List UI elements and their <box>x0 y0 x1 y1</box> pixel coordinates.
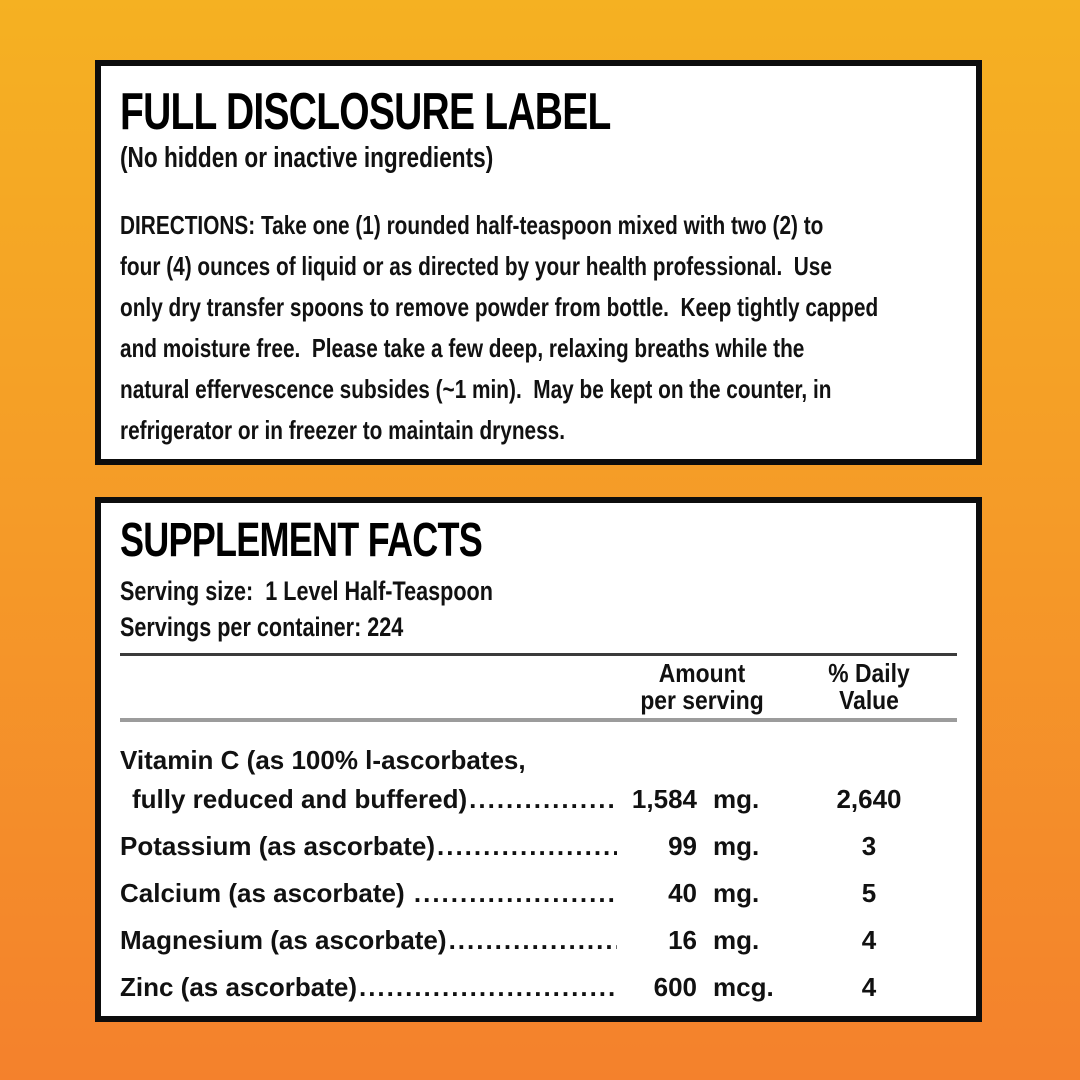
amount-value: 600 <box>653 972 697 1002</box>
facts-column-header-row <box>120 653 957 722</box>
unit-label: mg. <box>713 925 760 955</box>
unit-label: mcg. <box>713 972 774 1002</box>
supplement-facts-title: SUPPLEMENT FACTS <box>120 514 483 567</box>
daily-value: 3 <box>861 831 877 861</box>
dot-leader <box>359 973 617 1002</box>
nutrient-row-potassium <box>120 832 957 861</box>
dot-leader <box>469 785 617 814</box>
daily-value: 2,640 <box>836 784 902 814</box>
column-header-daily-value <box>781 660 957 714</box>
column-header-amount-line2: per serving <box>640 685 764 715</box>
nutrient-label-cell <box>120 926 623 955</box>
nutrient-label-line2: fully reduced and buffered) <box>132 785 468 814</box>
daily-value: 4 <box>861 972 877 1002</box>
disclosure-panel <box>95 60 982 465</box>
nutrient-row-calcium <box>120 879 957 908</box>
amount-value: 99 <box>668 831 697 861</box>
amount-value: 16 <box>668 925 697 955</box>
dot-leader <box>437 832 617 861</box>
nutrient-row-zinc <box>120 973 957 1002</box>
daily-value: 4 <box>861 925 877 955</box>
nutrient-label: Zinc (as ascorbate) <box>120 973 357 1002</box>
directions-line: and moisture free. Please take a few deep, relaxing breaths while the <box>120 333 805 363</box>
column-header-dv-line2: Value <box>839 685 899 715</box>
nutrient-row-magnesium <box>120 926 957 955</box>
disclosure-title: FULL DISCLOSURE LABEL <box>120 83 611 141</box>
directions-paragraph <box>120 205 957 451</box>
column-header-amount <box>623 660 781 714</box>
dot-leader <box>414 879 617 908</box>
nutrient-table <box>120 746 957 1002</box>
directions-line: natural effervescence subsides (~1 min). May be kept on the counter, in <box>120 374 832 404</box>
supplement-facts-panel <box>95 497 982 1022</box>
nutrient-label-cell <box>120 832 623 861</box>
directions-line: DIRECTIONS: Take one (1) rounded half-teaspoon mixed with two (2) to <box>120 210 824 240</box>
servings-per-container-line: Servings per container: 224 <box>120 612 404 642</box>
nutrient-label-line1: Vitamin C (as 100% l-ascorbates, <box>120 745 526 775</box>
nutrient-label-cell <box>120 879 623 908</box>
nutrient-label: Calcium (as ascorbate) <box>120 879 412 908</box>
column-header-amount-line1: Amount <box>658 658 746 688</box>
nutrient-label: Magnesium (as ascorbate) <box>120 926 447 955</box>
serving-size-line: Serving size: 1 Level Half-Teaspoon <box>120 576 493 606</box>
directions-line: refrigerator or in freezer to maintain dryness. <box>120 415 566 445</box>
amount-value: 1,584 <box>631 784 697 814</box>
amount-value: 40 <box>668 878 697 908</box>
unit-label: mg. <box>713 831 760 861</box>
disclosure-subtitle: (No hidden or inactive ingredients) <box>120 142 494 174</box>
unit-label: mg. <box>713 878 760 908</box>
serving-info <box>120 573 957 645</box>
nutrient-label-cell <box>120 973 623 1002</box>
nutrient-label-cell <box>120 785 623 814</box>
column-header-dv-line1: % Daily <box>828 658 910 688</box>
nutrient-label: Potassium (as ascorbate) <box>120 832 436 861</box>
nutrient-row-vitamin-c <box>120 746 957 814</box>
unit-label: mg. <box>713 784 760 814</box>
directions-line: only dry transfer spoons to remove powder from bottle. Keep tightly capped <box>120 292 879 322</box>
dot-leader <box>449 926 617 955</box>
directions-line: four (4) ounces of liquid or as directed by your health professional. Use <box>120 251 832 281</box>
daily-value: 5 <box>861 878 877 908</box>
